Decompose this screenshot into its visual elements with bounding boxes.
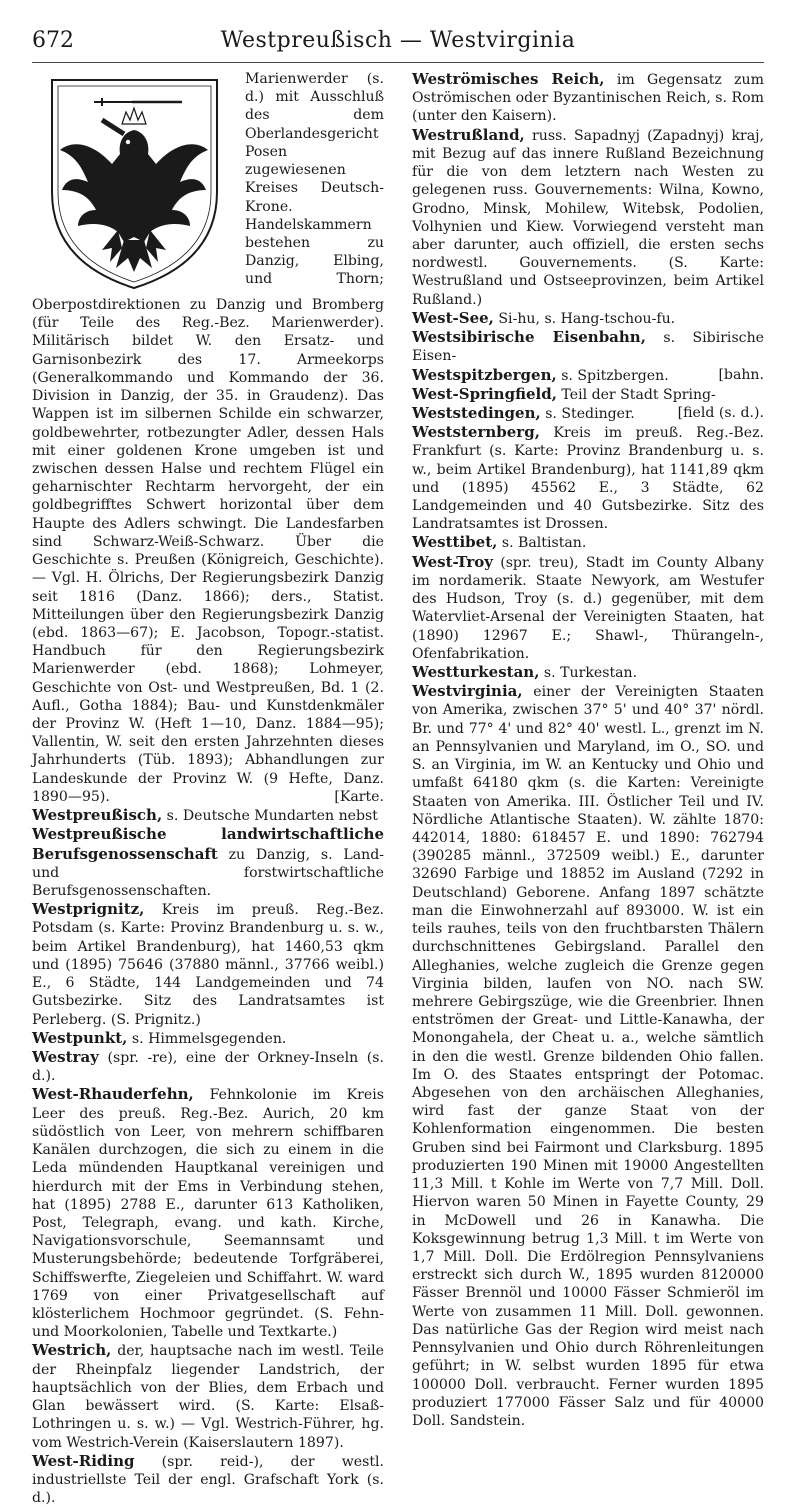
- entry-westpunkt: [32, 1029, 384, 1048]
- lemma: West-Troy: [412, 552, 493, 571]
- lemma: Westturkestan,: [412, 663, 540, 681]
- lemma: Weststernberg,: [412, 423, 540, 442]
- lemma: Westvirginia,: [412, 682, 523, 701]
- entry-text: s. Stedinger.: [540, 405, 635, 422]
- entry-text: einer der Vereinigten Staaten von Amerika, zwischen 37° 5' und 40° 37' nördl. Br. und 77° 4' und 82° 40' westl. L., grenzt im N. an Pennsylvanien und Maryland, im O., SO. und S. an Virginia, im W. an Kentucky und Ohio und umfaßt 64180 qkm (s. die Karten: Vereinigte Staaten von Amerika. III. Östlicher Teil und IV. Nördliche Atlantische Staaten). W. zählte 1870: 442014, 1880: 618457 E. und 1890: 762794 (390285 männl., 372509 weibl.) E., darunter 32690 Farbige und 18852 im Ausland (7292 in Deutschland) Geborene. Anfang 1897 schätzte man die Einwohnerzahl auf 893000. W. ist ein teils rauhes, teils von den fruchtbarsten Thälern durchschnittenes Gebirgsland. Parallel den Alleghanies, welche zugleich die Grenze gegen Virginia bilden, laufen von NO. nach SW. mehrere Gebirgszüge, wie die Greenbrier. Ihnen entströmen der Great- und Little-Kanawha, der Monongahela, der Cheat u. a., welche sämtlich in den die westl. Grenze bildenden Ohio fallen. Im O. des Staates entspringt der Potomac. Abgesehen von den archäischen Alleghanies, wird fast der ganze Staat von der Kohlenformation eingenommen. Die besten Gruben sind bei Fairmont und Clarksburg. 1895 produzierten 190 Minen mit 19000 Angestellten 11,3 Mill. t Kohle im Werte von 7,7 Mill. Doll. Hiervon waren 50 Minen in Fayette County, 29 in McDowell und 26 in Kanawha. Die Koksgewinnung betrug 1,3 Mill. t im Werte von 1,7 Mill. Doll. Die Erdölregion Pennsylvaniens erstreckt sich durch W., 1895 wurden 8120000 Fässer Brennöl und 10000 Fässer Schmieröl im Werte von zusammen 11 Mill. Doll. gewonnen. Das natürliche Gas der Region wird meist nach Pennsylvanien und Ohio durch Röhrenleitungen geführt; in W. selbst wurden 1895 für etwa 100000 Doll. verbraucht. Ferner wurden 1895 produziert 177000 Fässer Salz und für 40000 Doll. Sandstein.: [412, 684, 764, 1429]
- lemma: Westray: [32, 1047, 99, 1066]
- entry-text: Fehnkolonie im Kreis Leer des preuß. Reg.-Bez. Aurich, 20 km südöstlich von Leer, von mehrern schiffbaren Kanälen durchzogen, die sich zu einem in die Leda mündenden Hauptkanal vereinigen und hierdurch mit der Ems in Verbindung stehen, hat (1895) 2788 E., darunter 613 Katholiken, Post, Telegraph, evang. und kath. Kirche, Navigationsvorschule, Seemannsamt und Musterungsbehörde; bedeutende Torfgräberei, Schiffswerfte, Ziegeleien und Schiffahrt. W. ward 1769 von einer Privatgesellschaft auf klösterlichem Hochmoor gegründet. (S. Fehn- und Moorkolonien, Tabelle und Textkarte.): [32, 1087, 384, 1341]
- lemma: Westsibirische Eisenbahn,: [412, 328, 646, 347]
- paragraph-text: Marienwerder (s. d.) mit Ausschluß des dem Oberlandesgericht Posen zugewiesenen Kreises Deutsch-Krone. Handelskammern bestehen zu Danzig, Elbing, und Thorn; Oberpostdirektionen zu Danzig und Bromberg (für Teile des Reg.-Bez. Marienwerder). Militärisch bildet W. den Ersatz- und Garnisonbezirk des 17. Armeekorps (Generalkommando und Kommando der 36. Division in Danzig, der 35. in Graudenz). Das Wappen ist im silbernen Schilde ein schwarzer, goldbewehrter, rotbezungter Adler, dessen Hals mit einer goldenen Krone umgeben ist und zwischen dessen Halse und rechtem Flügel ein geharnischter Rechtarm hervorgeht, der ein goldbegrifftes Schwert horizontal über dem Haupte des Adlers schwingt. Die Landesfarben sind Schwarz-Weiß-Schwarz. Über die Geschichte s. Preußen (Königreich, Geschichte). — Vgl. H. Ölrichs, Der Regierungsbezirk Danzig seit 1816 (Danz. 1866); ders., Statist. Mitteilungen über den Regierungsbezirk Danzig (ebd. 1863—67); E. Jacobson, Topogr.-statist. Handbuch für den Regierungsbezirk Marienwerder (ebd. 1868); Lohmeyer, Geschichte von Ost- und Westpreußen, Bd. 1 (2. Aufl., Gotha 1884); Bau- und Kunstdenkmäler der Provinz W. (Heft 1—10, Danz. 1884—95); Vallentin, W. seit den ersten Jahrzehnten dieses Jahrhunderts (Tüb. 1893); Abhandlungen zur Landeskunde der Provinz W. (9 Hefte, Danz. 1890—95).: [32, 71, 384, 805]
- entry-weströmisches-reich: [412, 70, 764, 126]
- lemma: West-See,: [412, 308, 494, 327]
- entry-text: s. Turkestan.: [539, 665, 638, 681]
- entry-westrich: [32, 1341, 384, 1451]
- entry-westspitzbergen: [412, 366, 764, 385]
- entry-westprignitz: [32, 900, 384, 1029]
- entry-west-rhauderfehn: [32, 1085, 384, 1341]
- page-header: [32, 28, 764, 62]
- entry-westturkestan: [412, 663, 764, 682]
- entry-weststernberg: [412, 423, 764, 533]
- entry-text: (spr. treu), Stadt im County Albany im nordamerik. Staate Newyork, am Westufer des Hudson, Troy (s. d.) gegenüber, mit dem Watervliet-Arsenal der Vereinigten Staaten, hat (1890) 12967 E.; Shawl-, Thürangeln-, Ofenfabrikation.: [412, 554, 764, 662]
- entry-west-springfield: [412, 385, 764, 404]
- lemma: West-Springfield,: [412, 384, 557, 403]
- entry-text: Si-hu, s. Hang-tschou-fu.: [493, 310, 676, 327]
- entry-text: (spr. reid-), der westl. industriellste Teil der engl. Grafschaft York (s. d.).: [32, 1453, 384, 1507]
- entry-text: Kreis im preuß. Reg.-Bez. Potsdam (s. Karte: Provinz Brandenburg u. s. w., beim Artikel Brandenburg), hat 1460,53 qkm und (1895) 75646 (37880 männl., 37766 weibl.) E., 6 Städte, 144 Landgemeinden und 74 Gutsbezirke. Sitz des Landratsamtes ist Perleberg. (S. Prignitz.): [32, 902, 384, 1028]
- lemma: Westpreußisch,: [32, 806, 163, 825]
- entry-westsibirische-eisenbahn: [412, 328, 764, 365]
- entry-berufsgenossenschaft: [32, 825, 384, 900]
- entry-text: s. Baltistan.: [497, 535, 587, 552]
- left-column: [32, 70, 384, 1507]
- entry-westray: [32, 1048, 384, 1085]
- lemma: Westprignitz,: [32, 900, 145, 919]
- entry-text: s. Himmelsgegenden.: [127, 1030, 287, 1047]
- right-column: [412, 70, 764, 1430]
- lemma: Weststedingen,: [412, 403, 541, 422]
- margin-note: [Karte.: [334, 788, 384, 805]
- lemma: Westpreußische landwirtschaftliche Berufsgenossenschaft: [32, 825, 384, 863]
- lemma: Westrich,: [32, 1341, 112, 1360]
- entry-west-riding: [32, 1452, 384, 1507]
- entry-text: im Gegensatz zum Oströmischen oder Byzantinischen Reich, s. Rom (unter den Kaisern).: [412, 72, 764, 125]
- entry-westrussland: [412, 126, 764, 309]
- header-rule: [32, 62, 764, 63]
- entry-westpreussisch: [32, 806, 384, 825]
- lemma: Westspitzbergen,: [412, 365, 557, 384]
- entry-text: Teil der Stadt Spring-: [556, 386, 716, 403]
- entry-text: russ. Sapadnyj (Zapadnyj) kraj, mit Bezug auf das innere Rußland Bezeichnung für die von dem letztern nach Westen zu gelegenen russ. Gouvernements: Wilna, Kowno, Grodno, Minsk, Mohilew, Witebsk, Podolien, Volhynien und Kiew. Vorwiegend versteht man aber darunter, auch offiziell, die ersten sechs nordwestl. Gouvernements. (S. Karte: Westrußland und Ostseeprovinzen, beim Artikel Rußland.): [412, 127, 764, 308]
- coat-of-arms-eagle-icon: [32, 72, 237, 294]
- running-head: Westpreußisch — Westvirginia: [220, 28, 576, 53]
- entry-text: s. Deutsche Mundarten nebst: [162, 808, 378, 825]
- lemma: Westrußland,: [412, 125, 525, 144]
- margin-note: [field (s. d.).: [677, 404, 764, 421]
- entry-weststedingen: [412, 404, 764, 423]
- entry-text: s. Spitzbergen.: [556, 367, 669, 384]
- entry-westtibet: [412, 533, 764, 552]
- margin-note: [bahn.: [718, 366, 764, 383]
- lemma: Westpunkt,: [32, 1028, 128, 1047]
- lemma: West-Riding: [32, 1451, 135, 1470]
- entry-text: (spr. -re), eine der Orkney-Inseln (s. d.).: [32, 1049, 384, 1085]
- entry-text: Kreis im preuß. Reg.-Bez. Frankfurt (s. Karte: Provinz Brandenburg u. s. w., beim Artikel Brandenburg), hat 1141,89 qkm und (1895) 45562 E., 3 Städte, 62 Landgemeinden und 40 Gutsbezirke. Sitz des Landratsamtes ist Drossen.: [412, 425, 764, 533]
- entry-text: zu Danzig, s. Land- und forstwirtschaftliche Berufsgenossenschaften.: [32, 846, 384, 899]
- lemma: West-Rhauderfehn,: [32, 1085, 194, 1104]
- entry-text: der, hauptsache nach im westl. Teile der Rheinpfalz liegender Landstrich, der hauptsächlich von der Blies, dem Erbach und Glan bewässert wird. (S. Karte: Elsaß-Lothringen u. s. w.) — Vgl. Westrich-Führer, hg. vom Westrich-Verein (Kaiserslautern 1897).: [32, 1343, 384, 1451]
- entry-west-see: [412, 309, 764, 328]
- entry-west-troy: [412, 553, 764, 663]
- entry-westvirginia: [412, 682, 764, 1430]
- page-number: 672: [32, 28, 74, 53]
- entry-westpreussen-continued: [32, 70, 384, 806]
- lemma: Westtibet,: [412, 533, 498, 552]
- entry-text: s. Sibirische Eisen-: [412, 330, 764, 365]
- lemma: Weströmisches Reich,: [412, 70, 605, 88]
